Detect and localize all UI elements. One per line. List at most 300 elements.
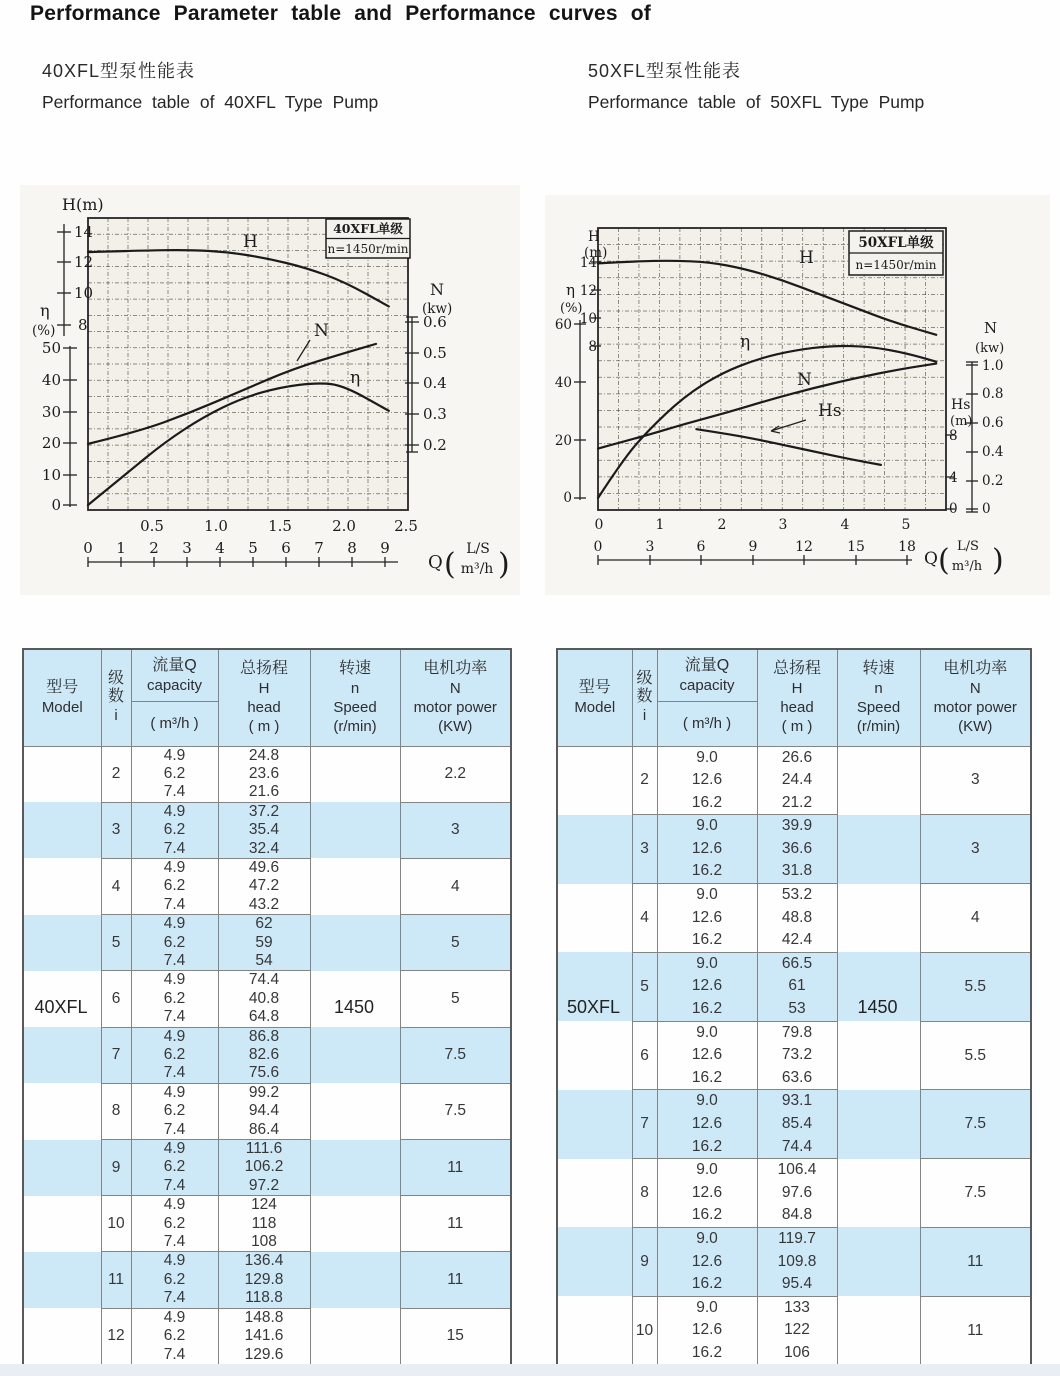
q-unit-m3h: m³/h <box>460 561 494 577</box>
hs-axis-title: Hs <box>951 397 971 413</box>
header-speed-sym: n <box>350 680 360 698</box>
table-row <box>23 1083 511 1139</box>
axis-tick-label: 20 <box>41 434 61 452</box>
cell-h: 49.6 47.2 43.2 <box>218 858 310 914</box>
cell-n: 5.5 <box>920 1021 1031 1090</box>
eta-axis-unit: (%) <box>560 301 583 316</box>
cell-h: 26.6 24.4 21.2 <box>757 746 837 815</box>
q-paren-open: ( <box>938 543 950 578</box>
cell-model <box>23 802 101 858</box>
header-speed-en: Speed <box>333 699 377 717</box>
n-axis-unit: (kw) <box>422 301 453 317</box>
subtitle-50xfl-zh: 50XFL型泵性能表 <box>588 61 742 81</box>
cell-n: 11 <box>400 1252 511 1308</box>
table-row <box>23 746 511 802</box>
axis-tick-label: 14 <box>74 223 94 241</box>
axis-tick-label: 2 <box>149 539 159 557</box>
cell-h: 79.8 73.2 63.6 <box>757 1021 837 1090</box>
cell-i: 10 <box>632 1296 657 1365</box>
cell-model <box>557 952 632 1021</box>
axis-tick-label: 2.0 <box>332 517 356 535</box>
cell-h: 136.4 129.8 118.8 <box>218 1252 310 1308</box>
legend-model: 40XFL单级 <box>333 221 403 236</box>
cell-q: 4.9 6.2 7.4 <box>131 1308 218 1365</box>
cell-i: 11 <box>101 1252 131 1308</box>
cell-n: 5 <box>400 971 511 1027</box>
table-row <box>23 1308 511 1365</box>
header-capacity-unit: ( m³/h ) <box>682 715 732 732</box>
header-power-en: motor power <box>413 699 497 717</box>
header-head-en: head <box>780 699 814 717</box>
axis-tick-label: 1.0 <box>982 358 1004 374</box>
n-axis-title: N <box>430 280 444 299</box>
header-capacity-en: capacity <box>679 676 735 694</box>
axis-tick-label: 0.4 <box>982 444 1004 460</box>
cell-q: 9.0 12.6 16.2 <box>657 1021 757 1090</box>
cell-speed <box>837 952 920 1021</box>
header-head-sym: H <box>258 680 270 698</box>
table-row <box>557 1159 1031 1228</box>
header-stage-en: i <box>642 707 647 725</box>
table-50xfl <box>556 648 1032 1367</box>
cell-q: 4.9 6.2 7.4 <box>131 1196 218 1252</box>
chart-legend <box>326 219 410 258</box>
header-stage-zh2: 数 <box>636 688 653 706</box>
hs-axis-unit: (m) <box>950 414 973 429</box>
col-header-speed <box>310 649 400 746</box>
axis-tick-label: 0 <box>594 517 604 533</box>
cell-model <box>23 971 101 1027</box>
axis-tick-label: 12 <box>579 283 597 299</box>
page-bottom-strip <box>0 1364 1060 1376</box>
n-axis-title: N <box>984 319 998 337</box>
header-head-unit: ( m ) <box>781 718 813 736</box>
cell-n: 11 <box>920 1227 1031 1296</box>
cell-q: 9.0 12.6 16.2 <box>657 952 757 1021</box>
cell-model <box>557 815 632 884</box>
axis-tick-label: 15 <box>847 539 865 555</box>
col-header-capacity <box>657 649 757 701</box>
cell-n: 3 <box>920 746 1031 815</box>
cell-q: 9.0 12.6 16.2 <box>657 815 757 884</box>
axis-tick-label: 0.5 <box>423 344 447 362</box>
header-stage-en: i <box>114 707 118 725</box>
cell-speed <box>837 1296 920 1365</box>
cell-q: 4.9 6.2 7.4 <box>131 858 218 914</box>
table-row <box>23 971 511 1027</box>
col-header-capacity-unit <box>131 701 218 746</box>
subtitle-50xfl-en: Performance table of 50XFL Type Pump <box>588 92 925 112</box>
axis-tick-label: 3 <box>645 539 655 555</box>
cell-q: 4.9 6.2 7.4 <box>131 1140 218 1196</box>
header-head-sym: H <box>791 680 803 698</box>
col-header-head <box>757 649 837 746</box>
header-head-unit: ( m ) <box>248 718 280 736</box>
axis-tick-label: 1.0 <box>204 517 228 535</box>
axis-tick-label: 0.3 <box>423 405 447 423</box>
axis-tick-label: 50 <box>41 339 61 357</box>
eta-axis-title: η <box>566 281 575 299</box>
axis-tick-label: 14 <box>579 255 597 271</box>
col-header-power <box>400 649 511 746</box>
cell-h: 119.7 109.8 95.4 <box>757 1227 837 1296</box>
header-model-en: Model <box>574 699 616 717</box>
cell-h: 66.5 61 53 <box>757 952 837 1021</box>
cell-model <box>23 1196 101 1252</box>
cell-model <box>557 884 632 953</box>
cell-h: 53.2 48.8 42.4 <box>757 884 837 953</box>
cell-h: 74.4 40.8 64.8 <box>218 971 310 1027</box>
cell-n: 4 <box>400 858 511 914</box>
axis-tick-label: 4 <box>840 517 850 533</box>
cell-q: 4.9 6.2 7.4 <box>131 1027 218 1083</box>
cell-i: 9 <box>101 1140 131 1196</box>
header-power-zh: 电机功率 <box>943 660 1008 678</box>
header-capacity-zh: 流量Q <box>152 656 197 674</box>
cell-model <box>23 1308 101 1365</box>
cell-speed <box>837 1227 920 1296</box>
cell-speed <box>310 1140 400 1196</box>
header-stage-zh1: 级 <box>107 670 124 688</box>
cell-n: 3 <box>920 815 1031 884</box>
curve-label: η <box>740 332 751 352</box>
table-row <box>557 1021 1031 1090</box>
cell-h: 62 59 54 <box>218 915 310 971</box>
performance-curve-chart-50xfl <box>545 195 1050 595</box>
cell-n: 7.5 <box>400 1027 511 1083</box>
cell-h: 148.8 141.6 129.6 <box>218 1308 310 1365</box>
page-title: Performance Parameter table and Performance curves of <box>30 2 652 25</box>
cell-h: 93.1 85.4 74.4 <box>757 1090 837 1159</box>
cell-model <box>557 1227 632 1296</box>
cell-i: 7 <box>101 1027 131 1083</box>
cell-h: 37.2 35.4 32.4 <box>218 802 310 858</box>
axis-tick-label: 5 <box>248 539 258 557</box>
axis-tick-label: 0 <box>563 490 572 506</box>
cell-n: 11 <box>400 1140 511 1196</box>
subtitle-40xfl-en: Performance table of 40XFL Type Pump <box>42 92 379 112</box>
table-row <box>23 915 511 971</box>
cell-speed <box>310 1252 400 1308</box>
cell-model <box>557 1296 632 1365</box>
axis-tick-label: 1 <box>655 517 665 533</box>
axis-tick-label: 0.2 <box>982 473 1004 489</box>
cell-q: 4.9 6.2 7.4 <box>131 1083 218 1139</box>
curve-label: N <box>797 370 812 390</box>
cell-model <box>23 746 101 802</box>
q-axis-label: Q <box>924 549 938 569</box>
axis-tick-label: 7 <box>314 539 324 557</box>
cell-q: 9.0 12.6 16.2 <box>657 1159 757 1228</box>
cell-speed <box>310 802 400 858</box>
cell-n: 2.2 <box>400 746 511 802</box>
header-head-zh: 总扬程 <box>772 660 821 678</box>
cell-n: 4 <box>920 884 1031 953</box>
axis-tick-label: 10 <box>74 284 94 302</box>
speed-cell-value: 1450 <box>857 996 898 1017</box>
axis-tick-label: 0.6 <box>423 313 447 331</box>
cell-model <box>23 858 101 914</box>
cell-speed <box>310 1196 400 1252</box>
header-speed-unit: (r/min) <box>856 718 901 736</box>
cell-speed <box>310 915 400 971</box>
header-power-zh: 电机功率 <box>423 660 488 678</box>
cell-speed <box>310 746 400 802</box>
cell-i: 2 <box>101 746 131 802</box>
cell-model <box>23 1140 101 1196</box>
cell-n: 15 <box>400 1308 511 1365</box>
q-unit-ls: L/S <box>466 541 490 557</box>
table-40xfl <box>22 648 512 1366</box>
col-header-speed <box>837 649 920 746</box>
cell-h: 86.8 82.6 75.6 <box>218 1027 310 1083</box>
axis-tick-label: 12 <box>795 539 813 555</box>
curve-label: N <box>314 321 329 341</box>
table-row <box>557 1090 1031 1159</box>
cell-n: 11 <box>400 1196 511 1252</box>
axis-tick-label: 0 <box>982 501 991 517</box>
axis-tick-label: 4 <box>949 470 958 486</box>
header-power-en: motor power <box>933 699 1017 717</box>
table-row <box>23 1027 511 1083</box>
performance-curve-chart-40xfl <box>20 185 520 595</box>
eta-axis-unit: (%) <box>32 323 56 339</box>
axis-tick-label: 5 <box>901 517 911 533</box>
cell-i: 3 <box>632 815 657 884</box>
header-capacity-unit: ( m³/h ) <box>150 715 199 732</box>
q-axis-label: Q <box>428 552 443 573</box>
cell-q: 4.9 6.2 7.4 <box>131 915 218 971</box>
cell-i: 8 <box>632 1159 657 1228</box>
axis-tick-label: 40 <box>41 371 61 389</box>
col-header-model <box>23 649 101 746</box>
header-stage-zh2: 数 <box>107 688 124 706</box>
cell-i: 12 <box>101 1308 131 1365</box>
col-header-model <box>557 649 632 746</box>
curve-label: η <box>350 368 361 388</box>
header-stage-zh1: 级 <box>636 670 653 688</box>
cell-n: 5.5 <box>920 952 1031 1021</box>
cell-speed <box>310 858 400 914</box>
cell-n: 3 <box>400 802 511 858</box>
cell-q: 4.9 6.2 7.4 <box>131 802 218 858</box>
table-row <box>557 746 1031 815</box>
axis-tick-label: 0.5 <box>140 517 164 535</box>
cell-i: 10 <box>101 1196 131 1252</box>
axis-tick-label: 40 <box>554 375 572 391</box>
axis-tick-label: 0.6 <box>982 415 1004 431</box>
cell-q: 4.9 6.2 7.4 <box>131 1252 218 1308</box>
header-model-zh: 型号 <box>46 679 79 697</box>
legend-speed: n=1450r/min <box>327 242 409 256</box>
cell-h: 106.4 97.6 84.8 <box>757 1159 837 1228</box>
q-paren-open: ( <box>444 547 456 582</box>
axis-tick-label: 6 <box>696 539 706 555</box>
subtitle-40xfl-zh: 40XFL型泵性能表 <box>42 61 196 81</box>
cell-n: 7.5 <box>920 1090 1031 1159</box>
axis-tick-label: 0.8 <box>982 386 1004 402</box>
axis-tick-label: 6 <box>281 539 291 557</box>
cell-i: 4 <box>101 858 131 914</box>
cell-speed <box>310 1027 400 1083</box>
cell-n: 5 <box>400 915 511 971</box>
header-power-unit: (KW) <box>958 718 993 736</box>
cell-model <box>557 1021 632 1090</box>
cell-i: 7 <box>632 1090 657 1159</box>
cell-model <box>23 1027 101 1083</box>
h-axis-title: H(m) <box>62 195 104 214</box>
cell-q: 9.0 12.6 16.2 <box>657 884 757 953</box>
header-head-zh: 总扬程 <box>239 660 288 678</box>
cell-speed <box>837 1159 920 1228</box>
table-row <box>557 952 1031 1021</box>
header-capacity-zh: 流量Q <box>684 656 730 674</box>
header-model-zh: 型号 <box>578 679 611 697</box>
cell-i: 9 <box>632 1227 657 1296</box>
q-paren-close: ) <box>498 547 510 582</box>
cell-speed <box>837 815 920 884</box>
curve-label: Hs <box>818 401 842 421</box>
table-row <box>557 815 1031 884</box>
axis-tick-label: 4 <box>215 539 225 557</box>
cell-i: 6 <box>632 1021 657 1090</box>
speed-cell-value: 1450 <box>333 996 375 1017</box>
cell-speed <box>837 746 920 815</box>
q-unit-ls: L/S <box>957 539 979 554</box>
eta-axis-title: η <box>40 301 50 320</box>
header-capacity-en: capacity <box>146 676 203 694</box>
cell-q: 9.0 12.6 16.2 <box>657 746 757 815</box>
header-speed-en: Speed <box>856 699 901 717</box>
table-row <box>23 858 511 914</box>
col-header-capacity-unit <box>657 701 757 746</box>
header-speed-sym: n <box>874 680 883 698</box>
axis-tick-label: 0.2 <box>423 436 447 454</box>
axis-tick-label: 10 <box>41 466 61 484</box>
cell-model <box>557 746 632 815</box>
axis-tick-label: 2 <box>717 517 727 533</box>
axis-tick-label: 0 <box>51 496 61 514</box>
cell-n: 7.5 <box>400 1083 511 1139</box>
table-row <box>557 1227 1031 1296</box>
axis-tick-label: 1 <box>116 539 126 557</box>
header-speed-zh: 转速 <box>862 660 895 678</box>
header-power-sym: N <box>449 680 461 698</box>
cell-q: 9.0 12.6 16.2 <box>657 1296 757 1365</box>
axis-tick-label: 8 <box>347 539 357 557</box>
h-axis-title: H <box>588 229 600 245</box>
header-model-en: Model <box>41 699 83 717</box>
axis-tick-label: 8 <box>78 316 88 334</box>
curve-label: H <box>243 232 258 252</box>
cell-speed <box>310 1308 400 1365</box>
legend-speed: n=1450r/min <box>855 258 937 272</box>
h-axis-unit: (m) <box>584 245 608 261</box>
header-power-unit: (KW) <box>438 718 473 736</box>
cell-q: 9.0 12.6 16.2 <box>657 1227 757 1296</box>
legend-model: 50XFL单级 <box>858 235 934 251</box>
axis-tick-label: 30 <box>41 403 61 421</box>
col-header-capacity <box>131 649 218 701</box>
header-power-sym: N <box>969 680 981 698</box>
col-header-stage <box>101 649 131 746</box>
axis-tick-label: 2.5 <box>394 517 418 535</box>
performance-table-50xfl <box>556 648 1030 1361</box>
axis-tick-label: 0.4 <box>423 374 447 392</box>
cell-n: 11 <box>920 1296 1031 1365</box>
cell-model <box>557 1159 632 1228</box>
axis-tick-label: 8 <box>588 339 597 355</box>
axis-tick-label: 18 <box>898 539 916 555</box>
curve-label: H <box>799 248 814 268</box>
col-header-stage <box>632 649 657 746</box>
cell-n: 7.5 <box>920 1159 1031 1228</box>
cell-model <box>557 1090 632 1159</box>
cell-i: 6 <box>101 971 131 1027</box>
header-speed-unit: (r/min) <box>333 718 377 736</box>
cell-speed <box>837 1090 920 1159</box>
cell-h: 133 122 106 <box>757 1296 837 1365</box>
cell-speed <box>837 1021 920 1090</box>
model-cell-value: 50XFL <box>566 996 621 1017</box>
cell-h: 111.6 106.2 97.2 <box>218 1140 310 1196</box>
cell-i: 5 <box>632 952 657 1021</box>
header-head-en: head <box>247 699 281 717</box>
col-header-head <box>218 649 310 746</box>
cell-model <box>23 915 101 971</box>
cell-h: 124 118 108 <box>218 1196 310 1252</box>
axis-tick-label: 3 <box>778 517 788 533</box>
chart-legend <box>849 231 943 275</box>
cell-q: 9.0 12.6 16.2 <box>657 1090 757 1159</box>
cell-h: 24.8 23.6 21.6 <box>218 746 310 802</box>
table-row <box>23 1140 511 1196</box>
n-axis-unit: (kw) <box>975 341 1005 356</box>
cell-i: 5 <box>101 915 131 971</box>
table-row <box>557 884 1031 953</box>
cell-speed <box>310 971 400 1027</box>
q-paren-close: ) <box>992 543 1004 578</box>
cell-h: 39.9 36.6 31.8 <box>757 815 837 884</box>
cell-speed <box>310 1083 400 1139</box>
axis-tick-label: 10 <box>579 311 597 327</box>
axis-tick-label: 0 <box>949 501 958 517</box>
axis-tick-label: 3 <box>182 539 192 557</box>
header-speed-zh: 转速 <box>338 660 371 678</box>
cell-h: 99.2 94.4 86.4 <box>218 1083 310 1139</box>
axis-tick-label: 12 <box>74 253 94 271</box>
table-row <box>23 1196 511 1252</box>
cell-speed <box>837 884 920 953</box>
cell-q: 4.9 6.2 7.4 <box>131 971 218 1027</box>
performance-table-40xfl <box>22 648 510 1361</box>
axis-tick-label: 1.5 <box>268 517 292 535</box>
axis-tick-label: 8 <box>949 428 958 444</box>
cell-i: 4 <box>632 884 657 953</box>
cell-i: 8 <box>101 1083 131 1139</box>
axis-tick-label: 0 <box>593 539 603 555</box>
cell-model <box>23 1252 101 1308</box>
cell-i: 2 <box>632 746 657 815</box>
cell-model <box>23 1083 101 1139</box>
axis-tick-label: 9 <box>748 539 758 555</box>
axis-tick-label: 20 <box>554 433 572 449</box>
axis-tick-label: 9 <box>380 539 390 557</box>
q-unit-m3h: m³/h <box>951 559 983 574</box>
table-row <box>23 1252 511 1308</box>
model-cell-value: 40XFL <box>34 996 88 1017</box>
axis-tick-label: 60 <box>554 317 572 333</box>
